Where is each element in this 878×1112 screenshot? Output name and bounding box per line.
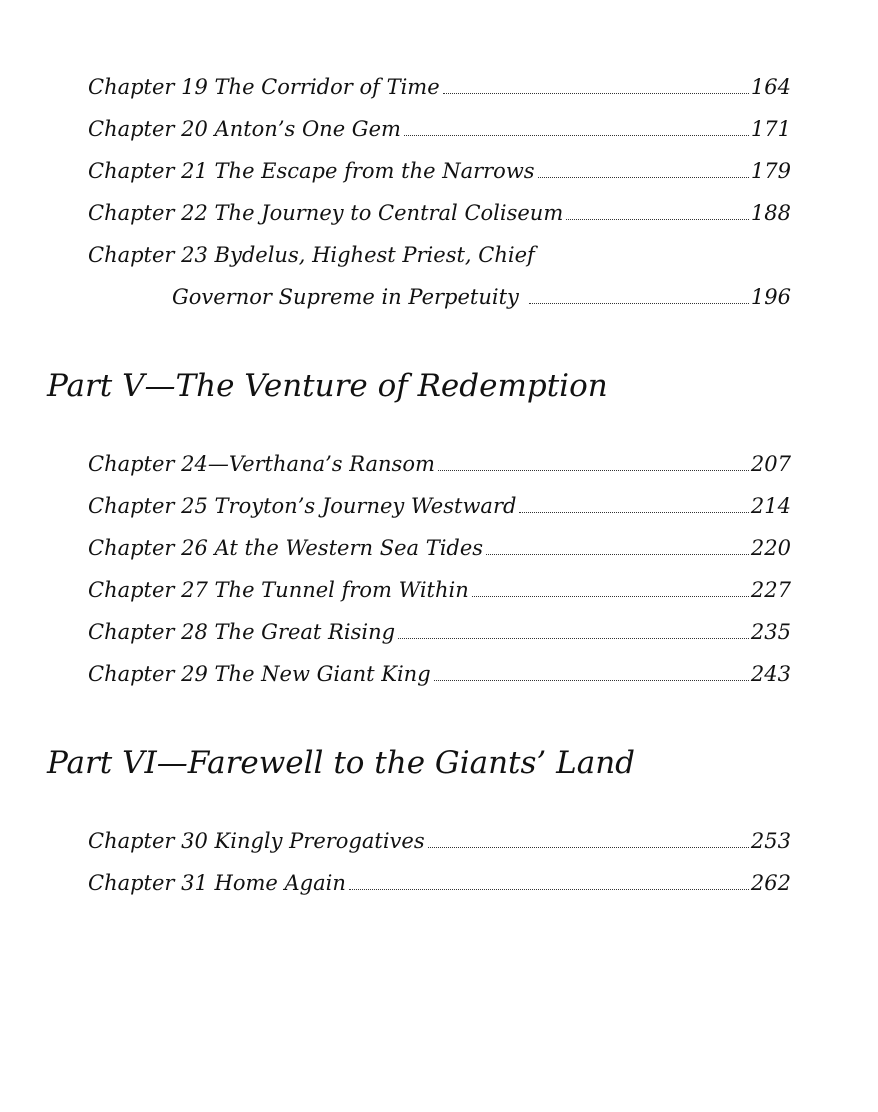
toc-entry-title: Chapter 27 The Tunnel from Within (88, 578, 469, 602)
toc-entry-chapter-23-line2 (172, 280, 791, 310)
toc-entry-page: 179 (750, 159, 791, 183)
toc-entry-chapter-26 (88, 531, 791, 561)
toc-leader-dots (529, 303, 749, 304)
toc-entry-title: Chapter 26 At the Western Sea Tides (88, 536, 484, 560)
toc-entry-chapter-20 (88, 112, 791, 142)
toc-entry-page: 207 (750, 452, 791, 476)
toc-entry-page: 262 (750, 871, 791, 895)
toc-entry-title: Chapter 28 The Great Rising (88, 620, 396, 644)
toc-entry-title: Chapter 23 Bydelus, Highest Priest, Chief (88, 243, 535, 267)
toc-entry-chapter-30 (88, 824, 791, 854)
toc-entry-page: 171 (750, 117, 791, 141)
toc-entry-title-continued: Governor Supreme in Perpetuity (172, 285, 519, 309)
toc-entry-chapter-27 (88, 573, 791, 603)
toc-leader-dots (566, 219, 749, 220)
toc-entry-page: 220 (750, 536, 791, 560)
toc-leader-dots (472, 596, 749, 597)
toc-leader-dots (443, 93, 749, 94)
toc-leader-dots (438, 470, 749, 471)
toc-entry-title: Chapter 25 Troyton’s Journey Westward (88, 494, 517, 518)
toc-leader-dots (434, 680, 749, 681)
toc-entry-chapter-22 (88, 196, 791, 226)
toc-leader-dots (428, 847, 749, 848)
toc-entry-title: Chapter 21 The Escape from the Narrows (88, 159, 535, 183)
toc-entry-title: Chapter 22 The Journey to Central Coliseum (88, 201, 564, 225)
toc-leader-dots (349, 889, 749, 890)
toc-entry-chapter-25 (88, 489, 791, 519)
toc-entry-page: 235 (750, 620, 791, 644)
toc-entry-page: 188 (750, 201, 791, 225)
toc-entry-title: Chapter 24—Verthana’s Ransom (88, 452, 435, 476)
toc-entry-chapter-28 (88, 615, 791, 645)
toc-entry-chapter-31 (88, 866, 791, 896)
toc-entry-page: 164 (750, 75, 791, 99)
toc-entry-page: 214 (750, 494, 791, 518)
toc-leader-dots (398, 638, 749, 639)
toc-entry-title: Chapter 31 Home Again (88, 871, 346, 895)
toc-entry-chapter-29 (88, 657, 791, 687)
toc-entry-chapter-24 (88, 447, 791, 477)
toc-entry-title: Chapter 30 Kingly Prerogatives (88, 829, 425, 853)
toc-leader-dots (519, 512, 748, 513)
toc-entry-page: 227 (750, 578, 791, 602)
toc-entry-page: 253 (750, 829, 791, 853)
toc-leader-dots (538, 177, 749, 178)
toc-entry-chapter-23-line1 (88, 238, 791, 268)
toc-entry-title: Chapter 19 The Corridor of Time (88, 75, 440, 99)
part-v-heading: Part V—The Venture of Redemption (47, 368, 608, 404)
toc-leader-dots (404, 135, 749, 136)
toc-entry-title: Chapter 20 Anton’s One Gem (88, 117, 401, 141)
toc-entry-chapter-19 (88, 70, 791, 100)
toc-leader-dots (486, 554, 749, 555)
toc-entry-title: Chapter 29 The New Giant King (88, 662, 431, 686)
part-vi-heading: Part VI—Farewell to the Giants’ Land (47, 745, 636, 781)
toc-entry-page: 243 (750, 662, 791, 686)
toc-entry-chapter-21 (88, 154, 791, 184)
toc-entry-page: 196 (750, 285, 791, 309)
